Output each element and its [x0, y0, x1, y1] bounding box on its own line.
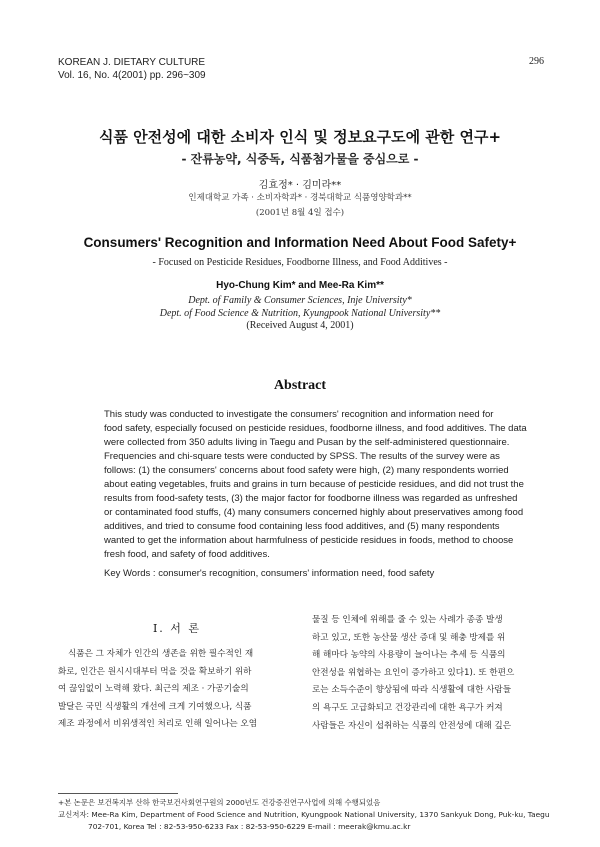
body-line: 발달은 국민 식생활의 개선에 크게 기여했으나, 식품 [58, 701, 252, 712]
body-text-right [312, 612, 550, 735]
body-line: 사람들은 자신이 섭취하는 식품의 안전성에 대해 깊은 [312, 720, 512, 731]
english-authors: Hyo-Chung Kim* and Mee-Ra Kim** [216, 280, 384, 291]
key-words: Key Words : consumer's recognition, consumers' information need, food safety [104, 568, 435, 579]
english-affiliations [40, 294, 560, 320]
abstract-line: follows: (1) the consumers' concerns about food safety were high, (2) many respondents worried [104, 465, 509, 476]
body-line: 화로, 인간은 원시시대부터 먹을 것을 확보하기 위하 [58, 666, 252, 677]
corresponding-author-contact: 702-701, Korea Tel : 82-53-950-6233 Fax : 82-53-950-6229 E-mail : meerak@kmu.ac.kr [88, 822, 411, 831]
funding-footnote: +본 논문은 보건복지부 산하 한국보건사회연구원의 2000년도 건강증진연구사업에 의해 수행되었음 [58, 798, 381, 807]
journal-header [58, 56, 206, 82]
volume-info: Vol. 16, No. 4(2001) pp. 296~309 [58, 70, 206, 81]
section-heading-introduction: I. 서 론 [152, 622, 202, 635]
abstract-line: wanted to get the information about harmfulness of pesticide residues in foods, method to choose [104, 535, 514, 546]
body-line: 하고 있고, 또한 농산물 생산 증대 및 해충 방제를 위 [312, 632, 506, 643]
body-line: 해 해마다 농약의 사용량이 늘어나는 추세 등 식품의 [312, 650, 506, 661]
abstract-line: additives, and tried to consume food containing less food additives, and (5) many respondents [104, 521, 500, 532]
english-title: Consumers' Recognition and Information Need About Food Safety+ [83, 235, 517, 250]
affiliation-line: Dept. of Food Science & Nutrition, Kyungpook National University** [159, 308, 441, 319]
body-line: 식품은 그 자체가 인간의 생존을 위한 필수적인 재 [68, 649, 254, 659]
body-line: 의 욕구도 고급화되고 건강관리에 대한 욕구가 커져 [312, 702, 503, 713]
korean-title: 식품 안전성에 대한 소비자 인식 및 정보요구도에 관한 연구+ [98, 128, 502, 146]
corresponding-author-footnote: 교신저자: Mee-Ra Kim, Department of Food Science and Nutrition, Kyungpook National University, 1370 Sankyuk Dong, Puk-ku, Taegu [58, 810, 550, 819]
abstract-line: were collected from 350 adults living in Taegu and Pusan by the self-administered questionnaire. [104, 437, 510, 448]
abstract-heading: Abstract [273, 378, 327, 393]
affiliation-line: Dept. of Family & Consumer Sciences, Inje University* [188, 295, 412, 306]
abstract-line: about eating vegetables, fruits and grains in turn because of pesticide residues, and did not trust the [104, 479, 524, 490]
body-line: 안전성을 위협하는 요인이 증가하고 있다1). 또 한편으 [312, 667, 515, 678]
body-column-right [312, 612, 550, 735]
body-line: 여 끊임없이 노력해 왔다. 최근의 제조 · 가공기술의 [58, 684, 249, 695]
english-subtitle: - Focused on Pesticide Residues, Foodborne Illness, and Food Additives - [152, 257, 448, 268]
korean-authors: 김효정* · 김미라** [258, 180, 342, 191]
abstract-body [104, 408, 527, 562]
abstract-line: results from food-safety tests, (3) the major factor for foodborne illness was regarded as unfreshed [104, 493, 518, 504]
abstract-line: or contaminated food stuffs, (4) many consumers concerned highly about preservatives among food [104, 507, 524, 518]
footnotes [58, 797, 558, 833]
korean-affiliation: 인제대학교 가족 · 소비자학과* · 경북대학교 식품영양학과** [188, 193, 412, 203]
footnote-divider [58, 793, 178, 794]
body-text-left [58, 646, 296, 734]
body-line: 제조 과정에서 비위생적인 처리로 인해 일어나는 오염 [58, 719, 258, 730]
abstract-line: fresh food, and safety of food additives. [104, 549, 270, 560]
abstract-line: Frequencies and chi-square tests were conducted by SPSS. The results of the survey were as [104, 451, 500, 462]
english-received-date: (Received August 4, 2001) [246, 320, 354, 331]
page-number: 296 [529, 56, 544, 67]
korean-subtitle: - 잔류농약, 식중독, 식품첨가물을 중심으로 - [181, 152, 419, 166]
body-line: 로는 소득수준이 향상됨에 따라 식생활에 대한 사람들 [312, 685, 512, 696]
korean-received-date: (2001년 8월 4일 접수) [255, 208, 345, 218]
abstract-line: food safety, especially focused on pesticide residues, foodborne illness, and food additives. The data [104, 423, 527, 434]
abstract-line: This study was conducted to investigate the consumers' recognition and information need for [104, 409, 494, 420]
journal-name: KOREAN J. DIETARY CULTURE [58, 57, 206, 68]
body-line: 물질 등 인체에 위해를 줄 수 있는 사례가 종종 발생 [312, 615, 503, 625]
body-column-left [58, 620, 296, 734]
